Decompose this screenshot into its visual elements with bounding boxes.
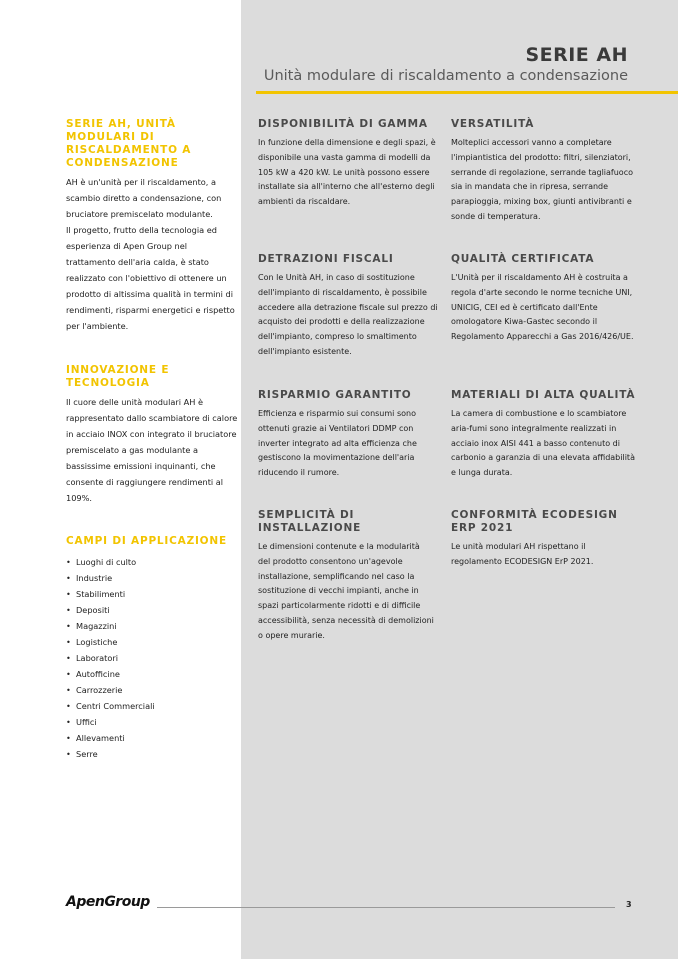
apengroup-logo: ApenGroup — [66, 894, 150, 910]
feature-text: In funzione della dimensione e degli spazi, è disponibile una vasta gamma di modelli da 105 kW a 420 kW. Le unità possono essere installate sia all'interno che all'esterno degli ambienti da riscaldare. — [258, 138, 436, 207]
applications-list — [66, 554, 238, 762]
innovation-text: Il cuore delle unità modulari AH è rappresentato dallo scambiatore di calore in acciaio INOX con integrato il bruciatore premiscelato a gas modulante a bassissime emissioni inquinanti, che consente di raggiungere rendimenti al 109%. — [66, 397, 238, 503]
list-item: • Industrie — [66, 570, 238, 586]
list-item: • Magazzini — [66, 618, 238, 634]
feature-text: Le unità modulari AH rispettano il regolamento ECODESIGN ErP 2021. — [451, 542, 594, 566]
feature-title: CONFORMITÀ ECODESIGN ERP 2021 — [451, 509, 618, 534]
feature-title: QUALITÀ CERTIFICATA — [451, 253, 595, 265]
innovation-title: INNOVAZIONE E TECNOLOGIA — [66, 364, 170, 389]
list-item: • Logistiche — [66, 634, 238, 650]
feature-semplicita — [258, 509, 434, 644]
intro-title: SERIE AH, UNITÀ MODULARI DI RISCALDAMENTO A CONDENSAZIONE — [66, 118, 192, 169]
feature-title: DISPONIBILITÀ DI GAMMA — [258, 118, 428, 130]
feature-risparmio — [258, 389, 440, 481]
list-item: • Depositi — [66, 602, 238, 618]
intro-section — [66, 118, 238, 334]
intro-paragraph-1: AH è un'unità per il riscaldamento, a scambio diretto a condensazione, con bruciatore premiscelato modulante. — [66, 177, 222, 219]
list-item: • Uffici — [66, 714, 238, 730]
applications-title: CAMPI DI APPLICAZIONE — [66, 535, 227, 547]
footer-divider — [157, 907, 615, 908]
feature-detrazioni — [258, 253, 440, 360]
feature-qualita — [451, 253, 636, 345]
list-item: • Luoghi di culto — [66, 554, 238, 570]
list-item: • Autofficine — [66, 666, 238, 682]
feature-title: DETRAZIONI FISCALI — [258, 253, 394, 265]
list-item: • Centri Commerciali — [66, 698, 238, 714]
header-divider — [256, 91, 678, 94]
feature-materiali — [451, 389, 636, 481]
feature-text: Le dimensioni contenute e la modularità del prodotto consentono un'agevole installazione, semplificando nel caso la sostituzione di vecchi impianti, anche in spazi particolarmente ridotti e di difficile accessibilità, senza necessità di demolizioni o opere murarie. — [258, 542, 434, 640]
feature-text: La camera di combustione e lo scambiatore aria-fumi sono integralmente realizzati in acciaio inox AISI 441 a basso contenuto di carbonio a garanzia di una elevata affidabilità e lunga durata. — [451, 409, 635, 478]
page-number: 3 — [626, 900, 632, 909]
feature-text: Con le Unità AH, in caso di sostituzione dell'impianto di riscaldamento, è possibile accedere alla detrazione fiscale sul prezzo di acquisto dei prodotti e della realizzazione dell'impianto, compreso lo smaltimento dell'impianto esistente. — [258, 273, 438, 356]
list-item: • Serre — [66, 746, 238, 762]
intro-paragraph-2: Il progetto, frutto della tecnologia ed esperienza di Apen Group nel trattamento dell'aria calda, è stato realizzato con l'obiettivo di ottenere un prodotto di altissima qualità in termini di rendimenti, risparmi energetici e rispetto per l'ambiente. — [66, 225, 235, 331]
applications-section — [66, 535, 238, 762]
page-subtitle: Unità modulare di riscaldamento a condensazione — [263, 68, 628, 84]
list-item: • Laboratori — [66, 650, 238, 666]
innovation-section — [66, 364, 238, 506]
feature-disponibilita — [258, 118, 440, 210]
list-item: • Allevamenti — [66, 730, 238, 746]
feature-text: L'Unità per il riscaldamento AH è costruita a regola d'arte secondo le norme tecniche UNI, UNICIG, CEI ed è certificato dall'Ente omologatore Kiwa-Gastec secondo il Regolamento Apparecchi a Gas 2016/426/UE. — [451, 273, 634, 342]
feature-title: MATERIALI DI ALTA QUALITÀ — [451, 389, 636, 401]
feature-conformita — [451, 509, 636, 570]
list-item: • Stabilimenti — [66, 586, 238, 602]
feature-title: SEMPLICITÀ DI INSTALLAZIONE — [258, 509, 362, 534]
page-title: SERIE AH — [525, 44, 628, 66]
feature-text: Efficienza e risparmio sui consumi sono ottenuti grazie ai Ventilatori DDMP con inverter integrato ad alta efficienza che gestiscono la movimentazione dell'aria riducendo il rumore. — [258, 409, 417, 478]
feature-versatilita — [451, 118, 636, 225]
feature-title: VERSATILITÀ — [451, 118, 535, 130]
feature-text: Molteplici accessori vanno a completare l'impiantistica del prodotto: filtri, silenziatori, serrande di regolazione, serrande tagliafuoco sia in mandata che in ripresa, serrande parapioggia, mixing box, giunti antivibranti e sonde di temperatura. — [451, 138, 633, 221]
feature-title: RISPARMIO GARANTITO — [258, 389, 412, 401]
list-item: • Carrozzerie — [66, 682, 238, 698]
